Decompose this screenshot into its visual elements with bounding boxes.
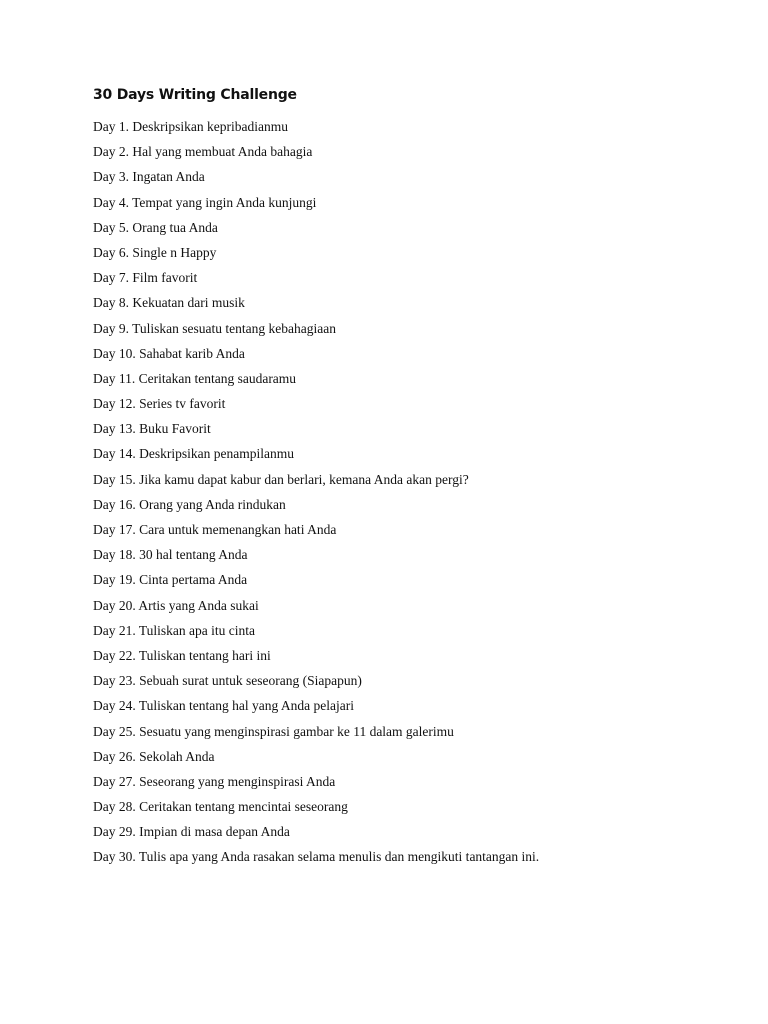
list-item: Day 23. Sebuah surat untuk seseorang (Siapapun)	[93, 673, 362, 689]
list-item: Day 2. Hal yang membuat Anda bahagia	[93, 144, 313, 160]
list-item: Day 18. 30 hal tentang Anda	[93, 547, 248, 563]
list-item: Day 11. Ceritakan tentang saudaramu	[93, 370, 297, 386]
list-item: Day 12. Series tv favorit	[93, 396, 226, 412]
list-item: Day 22. Tuliskan tentang hari ini	[93, 647, 271, 663]
list-item: Day 28. Ceritakan tentang mencintai seseorang	[93, 799, 348, 815]
list-item: Day 4. Tempat yang ingin Anda kunjungi	[93, 194, 317, 210]
list-item: Day 16. Orang yang Anda rindukan	[93, 496, 286, 512]
list-item: Day 6. Single n Happy	[93, 244, 217, 260]
list-item: Day 10. Sahabat karib Anda	[93, 345, 245, 361]
list-item: Day 25. Sesuatu yang menginspirasi gambar ke 11 dalam galerimu	[93, 723, 454, 739]
list-item: Day 27. Seseorang yang menginspirasi Anda	[93, 773, 336, 789]
list-item: Day 14. Deskripsikan penampilanmu	[93, 446, 294, 462]
list-item: Day 3. Ingatan Anda	[93, 169, 205, 185]
challenge-list	[93, 117, 539, 873]
list-item: Day 30. Tulis apa yang Anda rasakan selama menulis dan mengikuti tantangan ini.	[93, 849, 540, 865]
list-item: Day 15. Jika kamu dapat kabur dan berlari, kemana Anda akan pergi?	[93, 471, 469, 487]
list-item: Day 7. Film favorit	[93, 270, 198, 286]
list-item: Day 21. Tuliskan apa itu cinta	[93, 622, 255, 638]
list-item: Day 26. Sekolah Anda	[93, 748, 215, 764]
list-item: Day 24. Tuliskan tentang hal yang Anda pelajari	[93, 698, 354, 714]
list-item: Day 19. Cinta pertama Anda	[93, 572, 248, 588]
list-item: Day 17. Cara untuk memenangkan hati Anda	[93, 522, 337, 537]
list-item: Day 13. Buku Favorit	[93, 421, 211, 437]
list-item: Day 20. Artis yang Anda sukai	[93, 597, 259, 613]
list-item: Day 5. Orang tua Anda	[93, 219, 218, 235]
list-item: Day 29. Impian di masa depan Anda	[93, 824, 290, 840]
list-item: Day 1. Deskripsikan kepribadianmu	[93, 119, 288, 134]
list-item: Day 9. Tuliskan sesuatu tentang kebahagiaan	[93, 320, 336, 336]
document-title: 30 Days Writing Challenge	[93, 87, 297, 103]
list-item: Day 8. Kekuatan dari musik	[93, 295, 245, 311]
